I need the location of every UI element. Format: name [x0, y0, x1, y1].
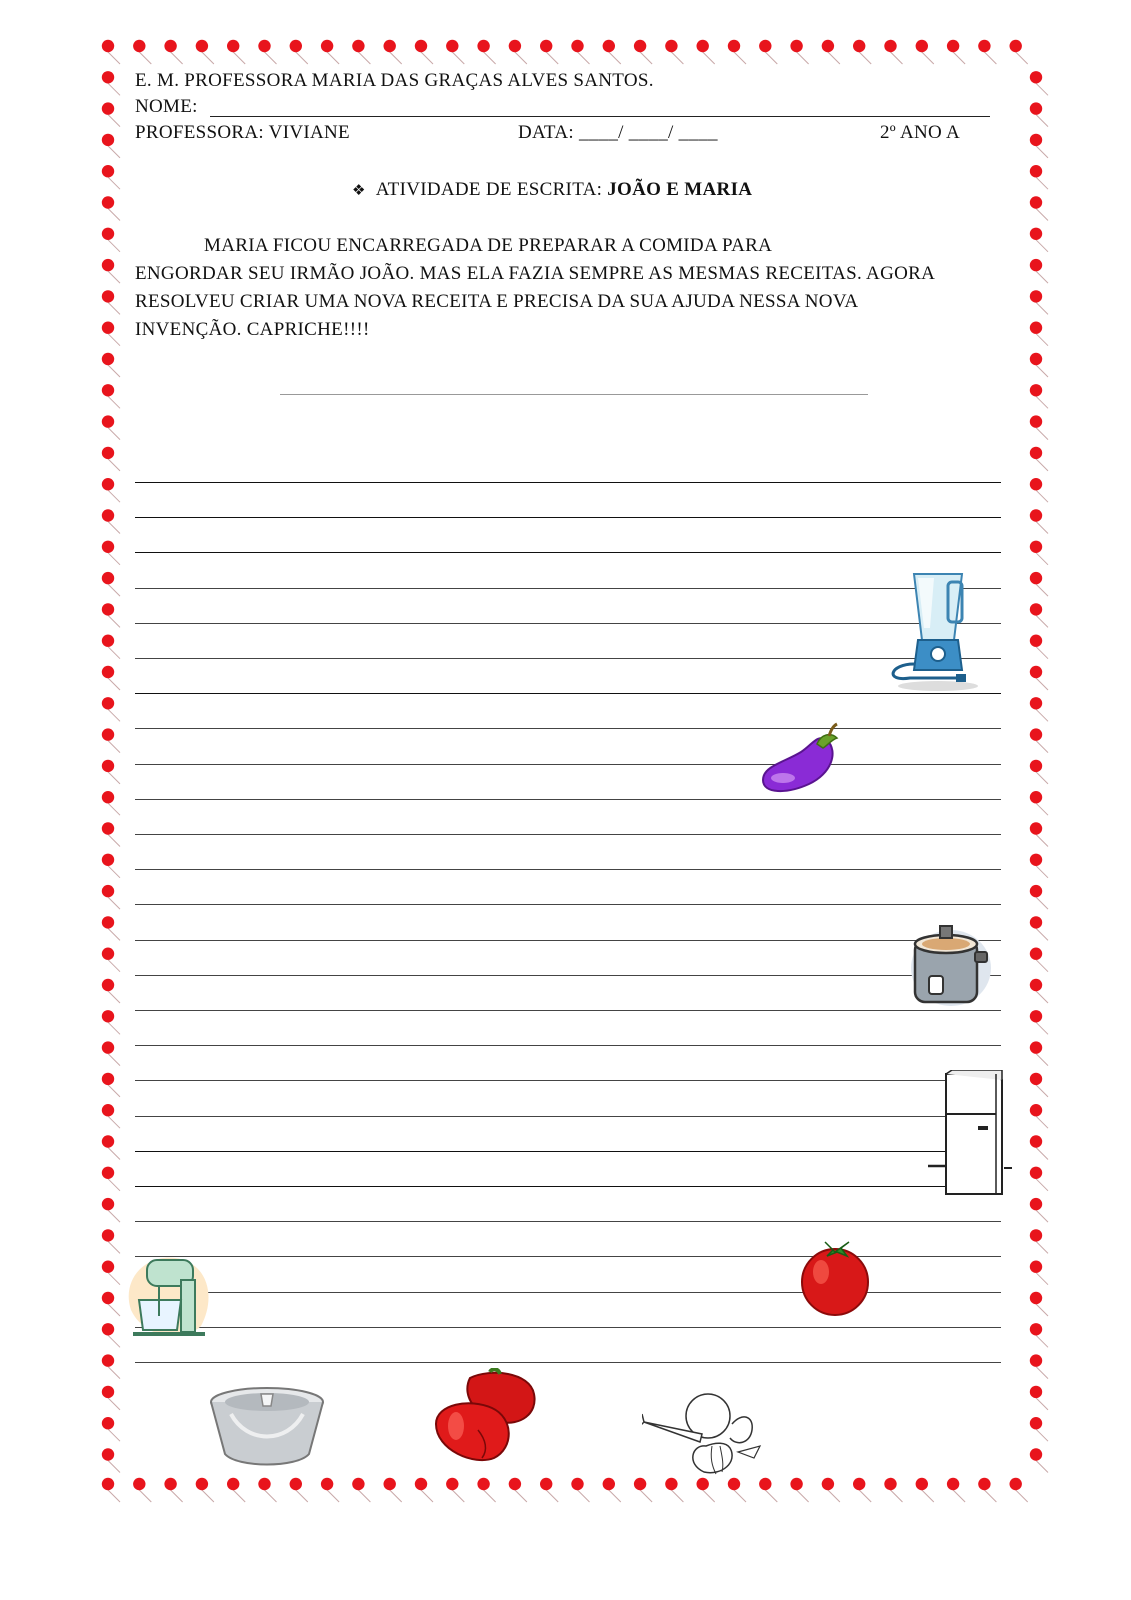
border-dot: [1030, 102, 1042, 114]
border-dot: [665, 1478, 677, 1490]
border-dot: [1030, 916, 1042, 928]
border-dot: [509, 40, 521, 52]
border-dot: [102, 854, 114, 866]
border-dot: [102, 1417, 114, 1429]
border-dot: [102, 760, 114, 772]
border-dot: [384, 40, 396, 52]
writing-line[interactable]: [135, 728, 1001, 729]
writing-line[interactable]: [135, 1010, 1001, 1011]
border-dot: [1030, 447, 1042, 459]
border-dot: [102, 948, 114, 960]
border-dot: [916, 40, 928, 52]
border-dot: [102, 791, 114, 803]
border-dot: [1030, 1448, 1042, 1460]
eggplant-icon: [757, 722, 847, 802]
grade-label: 2º ANO A: [880, 122, 961, 143]
border-dot: [102, 979, 114, 991]
pressure-cooker-icon: [905, 918, 995, 1010]
border-dot: [1030, 697, 1042, 709]
border-dot: [947, 1478, 959, 1490]
writing-line[interactable]: [135, 1116, 1001, 1117]
border-dot: [1030, 1386, 1042, 1398]
border-dot: [978, 40, 990, 52]
border-dot: [102, 1292, 114, 1304]
border-dot: [384, 1478, 396, 1490]
border-dot: [634, 40, 646, 52]
border-dot: [102, 822, 114, 834]
border-dot: [1030, 322, 1042, 334]
border-dot: [1030, 1041, 1042, 1053]
vegetables-sketch-icon: [642, 1386, 767, 1476]
instruction-line-1: MARIA FICOU ENCARREGADA DE PREPARAR A COMIDA PARA: [204, 235, 773, 256]
border-dot: [102, 572, 114, 584]
writing-line[interactable]: [135, 869, 1001, 870]
border-dot: [102, 1354, 114, 1366]
border-dot: [1030, 353, 1042, 365]
cake-pan-icon: [207, 1384, 327, 1468]
name-label: NOME:: [135, 96, 198, 117]
border-dot: [1030, 1354, 1042, 1366]
border-dot: [1030, 290, 1042, 302]
border-dot: [759, 1478, 771, 1490]
border-dot: [978, 1478, 990, 1490]
border-dot: [102, 1198, 114, 1210]
border-dot: [196, 1478, 208, 1490]
border-dot: [102, 1167, 114, 1179]
border-dot: [352, 1478, 364, 1490]
border-dot: [603, 40, 615, 52]
border-dot: [1030, 760, 1042, 772]
diamond-bullet-icon: ❖: [352, 181, 366, 199]
border-dot: [1030, 1073, 1042, 1085]
border-dot: [102, 697, 114, 709]
writing-line[interactable]: [135, 1362, 1001, 1363]
writing-line[interactable]: [135, 834, 1001, 835]
border-dot: [133, 1478, 145, 1490]
border-dot: [258, 40, 270, 52]
border-dot: [102, 1104, 114, 1116]
date-field[interactable]: DATA: ____/ ____/ ____: [518, 122, 718, 143]
border-dot: [290, 40, 302, 52]
writing-line[interactable]: [135, 1221, 1001, 1222]
border-dot: [102, 134, 114, 146]
border-dot: [1030, 1198, 1042, 1210]
writing-line[interactable]: [135, 975, 1001, 976]
border-dot: [102, 541, 114, 553]
border-dot: [102, 603, 114, 615]
instruction-line-2: ENGORDAR SEU IRMÃO JOÃO. MAS ELA FAZIA SEMPRE AS MESMAS RECEITAS. AGORA: [135, 263, 936, 284]
border-dot: [102, 885, 114, 897]
writing-line[interactable]: [135, 1327, 1001, 1328]
border-dot: [321, 40, 333, 52]
border-dot: [1030, 196, 1042, 208]
activity-title: [352, 179, 752, 201]
border-dot: [790, 40, 802, 52]
border-dot: [1030, 1135, 1042, 1147]
border-dot: [665, 40, 677, 52]
border-dot: [102, 40, 114, 52]
border-dot: [102, 1041, 114, 1053]
border-dot: [1030, 71, 1042, 83]
name-field[interactable]: [210, 116, 990, 117]
border-dot: [1030, 791, 1042, 803]
border-dot: [1030, 259, 1042, 271]
border-dot: [102, 228, 114, 240]
writing-line[interactable]: [135, 764, 1001, 765]
border-dot: [133, 40, 145, 52]
writing-line[interactable]: [135, 1080, 1001, 1081]
border-dot: [1030, 635, 1042, 647]
border-dot: [102, 1386, 114, 1398]
border-dot: [1030, 509, 1042, 521]
border-dot: [1030, 948, 1042, 960]
border-dot: [540, 1478, 552, 1490]
border-dot: [102, 322, 114, 334]
border-dot: [540, 40, 552, 52]
border-dot: [102, 353, 114, 365]
border-dot: [634, 1478, 646, 1490]
border-dot: [102, 447, 114, 459]
border-dot: [102, 102, 114, 114]
border-dot: [102, 384, 114, 396]
activity-title-story: JOÃO E MARIA: [607, 179, 753, 200]
writing-line[interactable]: [135, 1151, 1001, 1152]
writing-line[interactable]: [135, 588, 1001, 589]
activity-title-prefix: ATIVIDADE DE ESCRITA:: [375, 179, 603, 200]
border-dot: [290, 1478, 302, 1490]
school-name: E. M. PROFESSORA MARIA DAS GRAÇAS ALVES SANTOS.: [135, 70, 654, 91]
border-dot: [916, 1478, 928, 1490]
tomato-icon: [797, 1238, 877, 1318]
border-dot: [415, 1478, 427, 1490]
border-dot: [102, 1323, 114, 1335]
border-dot: [1030, 979, 1042, 991]
border-dot: [321, 1478, 333, 1490]
instruction-line-4: INVENÇÃO. CAPRICHE!!!!: [135, 319, 370, 340]
border-dot: [102, 1010, 114, 1022]
border-dot: [1030, 1292, 1042, 1304]
border-dot: [1030, 572, 1042, 584]
border-dot: [102, 1448, 114, 1460]
border-dot: [728, 1478, 740, 1490]
border-dot: [728, 40, 740, 52]
blender-icon: [890, 568, 1000, 693]
border-dot: [1010, 1478, 1022, 1490]
border-dot: [102, 415, 114, 427]
border-dot: [947, 40, 959, 52]
stand-mixer-icon: [125, 1250, 215, 1340]
border-dot: [1030, 603, 1042, 615]
writing-line[interactable]: [135, 799, 1001, 800]
border-dot: [1030, 1167, 1042, 1179]
border-dot: [1030, 384, 1042, 396]
writing-line[interactable]: [135, 940, 1001, 941]
border-dot: [258, 1478, 270, 1490]
writing-line[interactable]: [135, 904, 1001, 905]
refrigerator-icon: [918, 1070, 1018, 1198]
border-dot: [164, 40, 176, 52]
writing-line[interactable]: [135, 517, 1001, 518]
border-dot: [477, 40, 489, 52]
writing-line[interactable]: [135, 552, 1001, 553]
border-dot: [884, 40, 896, 52]
border-dot: [164, 1478, 176, 1490]
border-dot: [571, 40, 583, 52]
writing-line[interactable]: [135, 1186, 1001, 1187]
border-dot: [822, 1478, 834, 1490]
border-dot: [1030, 541, 1042, 553]
writing-line[interactable]: [135, 693, 1001, 694]
border-dot: [102, 71, 114, 83]
border-dot: [227, 40, 239, 52]
border-dot: [1030, 666, 1042, 678]
writing-line[interactable]: [135, 482, 1001, 483]
bell-pepper-icon: [430, 1368, 540, 1468]
border-dot: [102, 635, 114, 647]
border-dot: [102, 1073, 114, 1085]
border-dot: [415, 40, 427, 52]
border-dot: [102, 1229, 114, 1241]
border-dot: [446, 1478, 458, 1490]
writing-line[interactable]: [135, 658, 1001, 659]
border-dot: [853, 40, 865, 52]
recipe-title-line[interactable]: [280, 394, 868, 395]
border-dot: [759, 40, 771, 52]
border-dot: [571, 1478, 583, 1490]
border-dot: [1030, 822, 1042, 834]
writing-line[interactable]: [135, 623, 1001, 624]
border-dot: [1030, 1229, 1042, 1241]
border-dot: [102, 509, 114, 521]
border-dot: [1030, 165, 1042, 177]
border-dot: [102, 478, 114, 490]
border-dot: [1030, 854, 1042, 866]
writing-line[interactable]: [135, 1045, 1001, 1046]
border-dot: [1030, 1323, 1042, 1335]
border-dot: [697, 1478, 709, 1490]
border-dot: [1030, 134, 1042, 146]
border-dot: [102, 196, 114, 208]
border-dot: [1010, 40, 1022, 52]
border-dot: [1030, 728, 1042, 740]
border-dot: [352, 40, 364, 52]
border-dot: [603, 1478, 615, 1490]
border-dot: [1030, 1010, 1042, 1022]
border-dot: [1030, 1417, 1042, 1429]
border-dot: [884, 1478, 896, 1490]
border-dot: [790, 1478, 802, 1490]
border-dot: [1030, 228, 1042, 240]
border-dot: [853, 1478, 865, 1490]
border-dot: [196, 40, 208, 52]
border-dot: [697, 40, 709, 52]
teacher-label: PROFESSORA: VIVIANE: [135, 122, 350, 143]
border-dot: [102, 1478, 114, 1490]
instruction-line-3: RESOLVEU CRIAR UMA NOVA RECEITA E PRECISA DA SUA AJUDA NESSA NOVA: [135, 291, 859, 312]
border-dot: [102, 916, 114, 928]
border-dot: [102, 666, 114, 678]
border-dot: [1030, 1261, 1042, 1273]
border-dot: [102, 728, 114, 740]
border-dot: [446, 40, 458, 52]
border-dot: [822, 40, 834, 52]
border-dot: [1030, 1104, 1042, 1116]
border-dot: [102, 165, 114, 177]
border-dot: [102, 1261, 114, 1273]
border-dot: [102, 290, 114, 302]
border-dot: [1030, 415, 1042, 427]
border-dot: [1030, 885, 1042, 897]
border-dot: [227, 1478, 239, 1490]
border-dot: [509, 1478, 521, 1490]
border-dot: [1030, 478, 1042, 490]
border-dot: [102, 1135, 114, 1147]
border-dot: [477, 1478, 489, 1490]
border-dot: [102, 259, 114, 271]
